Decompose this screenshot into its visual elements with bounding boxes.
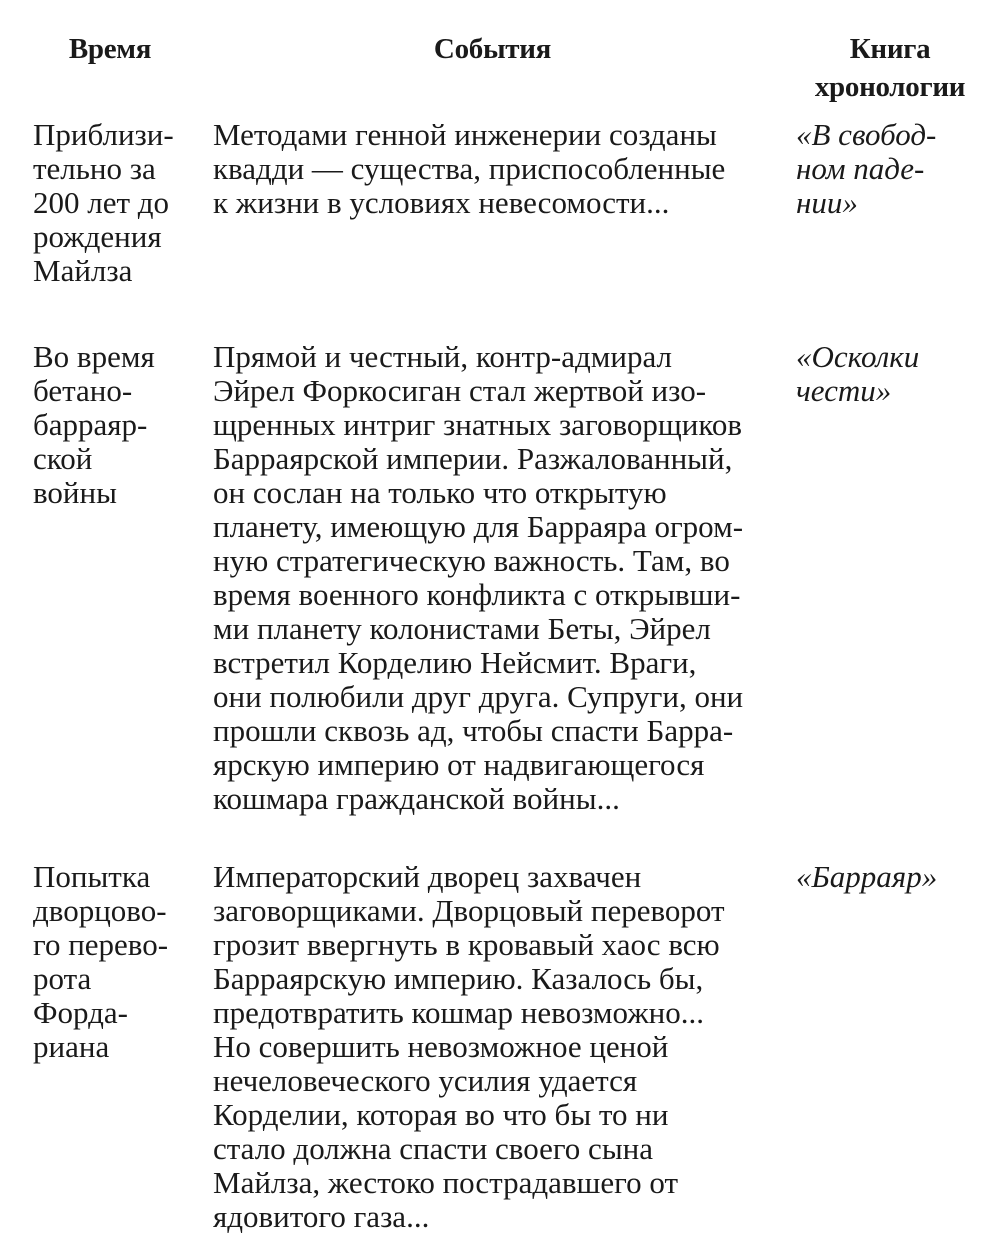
row-3-book: «Барраяр»: [796, 859, 938, 894]
row-1-event: Методами генной инженерии созданы квадди — существа, приспособленные к жизни в условиях невесомости...: [213, 117, 726, 220]
row-2-time: Во время бетано- барраяр- ской войны: [33, 339, 155, 510]
header-events: События: [433, 33, 552, 65]
row-2-event: Прямой и честный, контр-адмирал Эйрел Форкосиган стал жертвой изо- щренных интриг знатных заговорщиков Барраярской империи. Разжалованный, он сослан на только что открытую планету, имеющую для Барраяра огром- ную стратегическую важность. Там, во время военного конфликта с открывши- ми планету колонистами Беты, Эйрел встретил Корделию Нейсмит. Враги, они полюбили друг друга. Супруги, они прошли сквозь ад, чтобы спасти Барра- ярскую империю от надвигающегося кошмара гражданской войны...: [213, 339, 744, 816]
row-1-book: «В свобод- ном паде- нии»: [796, 117, 937, 220]
row-3-time: Попытка дворцово- го перево- рота Форда- риана: [33, 859, 169, 1064]
row-3-event: Императорский дворец захвачен заговорщиками. Дворцовый переворот грозит ввергнуть в кровавый хаос всю Барраярскую империю. Казалось бы, предотвратить кошмар невозможно... Но совершить невозможное ценой нечеловеческого усилия удается Корделии, которая во что бы то ни стало должна спасти своего сына Майлза, жестоко пострадавшего от ядовитого газа...: [213, 859, 725, 1234]
header-book: Книга хронологии: [814, 33, 966, 103]
row-1-time: Приблизи- тельно за 200 лет до рождения Майлза: [33, 117, 174, 288]
row-2-book: «Осколки чести»: [796, 339, 920, 408]
header-time: Время: [68, 33, 152, 65]
